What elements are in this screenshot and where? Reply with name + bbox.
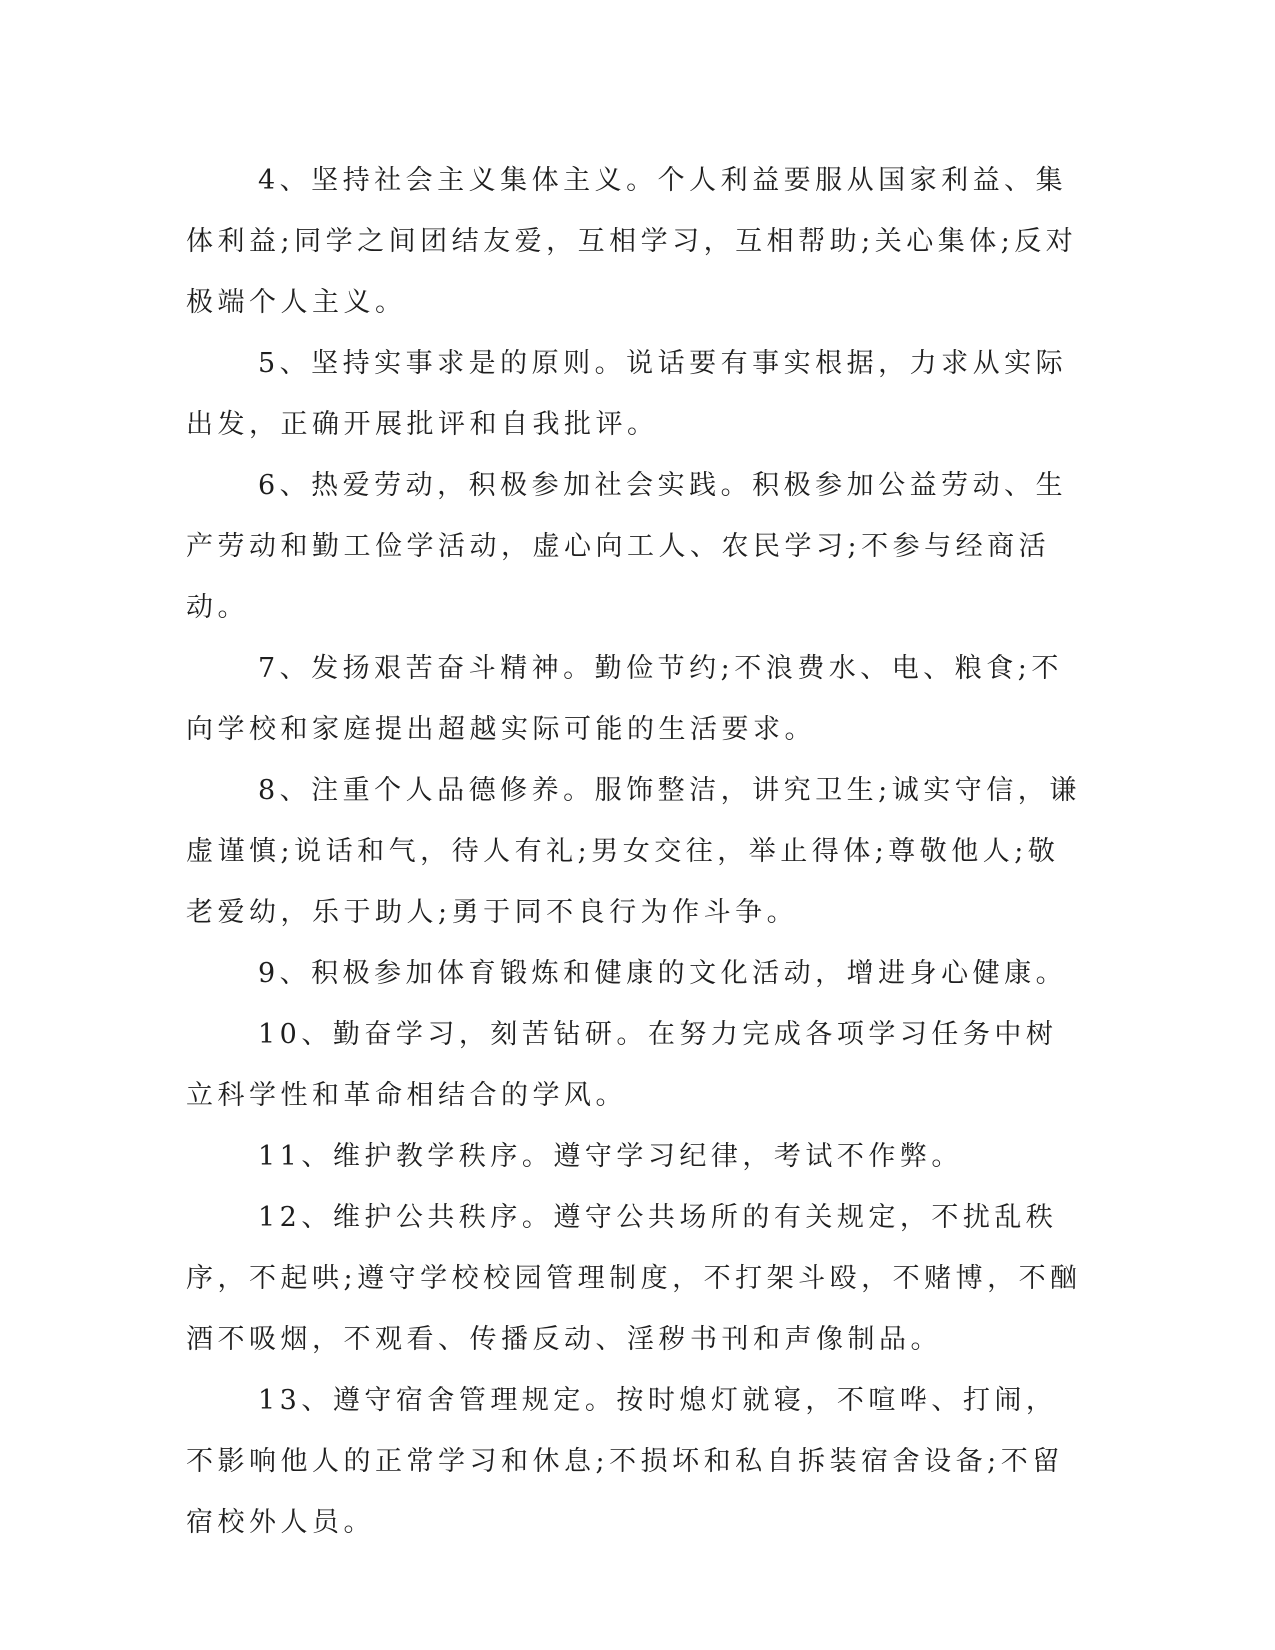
paragraph-item-12: 12、维护公共秩序。遵守公共场所的有关规定，不扰乱秩序，不起哄;遵守学校校园管理制度，不打架斗殴，不赌博，不酗酒不吸烟，不观看、传播反动、淫秽书刊和声像制品。 [186,1202,1082,1355]
paragraph-item-4: 4、坚持社会主义集体主义。个人利益要服从国家利益、集体利益;同学之间团结友爱，互相学习，互相帮助;关心集体;反对极端个人主义。 [186,165,1078,318]
document-body [186,150,1086,1553]
paragraph-item-13: 13、遵守宿舍管理规定。按时熄灯就寝，不喧哗、打闹，不影响他人的正常学习和休息;不损坏和私自拆装宿舍设备;不留宿校外人员。 [186,1385,1064,1538]
paragraph-item-7: 7、发扬艰苦奋斗精神。勤俭节约;不浪费水、电、粮食;不向学校和家庭提出超越实际可能的生活要求。 [186,653,1063,745]
paragraph-item-10: 10、勤奋学习，刻苦钻研。在努力完成各项学习任务中树立科学性和革命相结合的学风。 [186,1019,1058,1111]
paragraph-item-11: 11、维护教学秩序。遵守学习纪律，考试不作弊。 [258,1141,963,1172]
paragraph-item-9: 9、积极参加体育锻炼和健康的文化活动，增进身心健康。 [258,958,1068,989]
paragraph-item-6: 6、热爱劳动，积极参加社会实践。积极参加公益劳动、生产劳动和勤工俭学活动，虚心向工人、农民学习;不参与经商活动。 [186,470,1068,623]
paragraph-item-5: 5、坚持实事求是的原则。说话要有事实根据，力求从实际出发，正确开展批评和自我批评。 [186,348,1068,440]
paragraph-item-8: 8、注重个人品德修养。服饰整洁，讲究卫生;诚实守信，谦虚谨慎;说话和气，待人有礼;男女交往，举止得体;尊敬他人;敬老爱幼，乐于助人;勇于同不良行为作斗争。 [186,775,1081,928]
